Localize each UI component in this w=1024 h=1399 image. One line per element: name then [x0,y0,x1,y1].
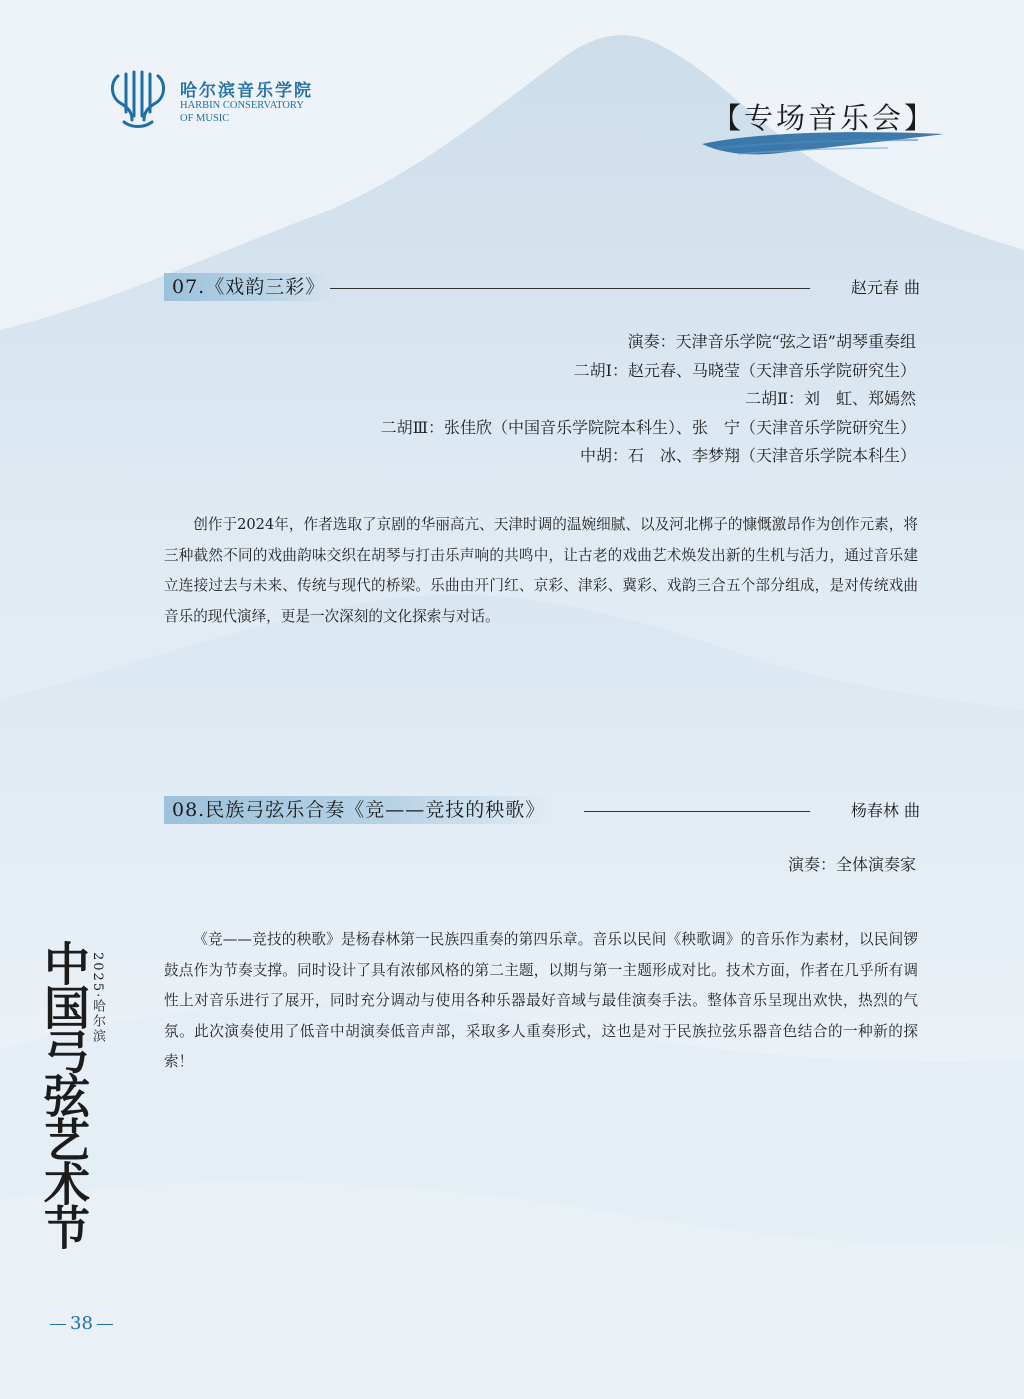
piece-title: 07.《戏韵三彩》 [164,273,333,301]
performers-list [788,851,916,880]
piece-title: 08.民族弓弦乐合奏《竞——竞技的秧歌》 [164,796,553,824]
composer: 杨春林 曲 [850,801,920,820]
page-number-text: 38 [70,1313,93,1334]
school-name-en-line1: HARBIN CONSERVATORY [180,100,304,111]
lyre-icon [108,68,168,130]
school-name-cn: 哈尔滨音乐学院 [180,81,313,101]
performer-line: 中胡：石 冰、李梦翔（天津音乐学院本科生） [579,446,916,465]
performer-line: 二胡Ⅲ：张佳欣（中国音乐学院院本科生）、张 宁（天津音乐学院研究生） [380,417,916,437]
dash-right [97,1324,113,1325]
festival-year-city: 2025·哈尔滨 [90,952,105,1045]
piece-header [164,796,920,826]
divider-line [330,288,810,289]
performer-line: 演奏：天津音乐学院“弦之语”胡琴重奏组 [627,332,916,351]
section-tag-text: 【专场音乐会】 [712,101,937,135]
performers-list [381,328,916,471]
composer: 赵元春 曲 [850,278,920,297]
performer-line: 二胡Ⅰ：赵元春、马晓莹（天津音乐学院研究生） [573,360,916,380]
dash-left [50,1324,66,1325]
page-number [46,1313,117,1334]
section-tag [712,96,962,166]
performer-line: 演奏：全体演奏家 [787,855,916,874]
school-name-en-line2: OF MUSIC [180,113,230,124]
piece-description: 《竞——竞技的秧歌》是杨春林第一民族四重奏的第四乐章。音乐以民间《秧歌调》的音乐作为素材，以民间锣鼓点作为节奏支撑。同时设计了具有浓郁风格的第二主题，以期与第一主题形成对比。技术方面，作者在几乎所有调性上对音乐进行了展开，同时充分调动与使用各种乐器最好音域与最佳演奏手法。整体音乐呈现出欢快，热烈的气氛。此次演奏使用了低音中胡演奏低音声部，采取多人重奏形式，这也是对于民族拉弦乐器音色结合的一种新的探索！ [164,931,918,1070]
piece-description: 创作于2024年，作者选取了京剧的华丽高亢、天津时调的温婉细腻、以及河北梆子的慷慨激昂作为创作元素，将三种截然不同的戏曲韵味交织在胡琴与打击乐声响的共鸣中，让古老的戏曲艺术焕发出新的生机与活力，通过音乐建立连接过去与未来、传统与现代的桥梁。乐曲由开门红、京彩、津彩、冀彩、戏韵三合五个部分组成，是对传统戏曲音乐的现代演绎，更是一次深刻的文化探索与对话。 [164,516,918,625]
piece-header [164,273,920,303]
performer-line: 二胡Ⅱ：刘 虹、郑嫣然 [745,389,916,408]
festival-title: 中国弓弦艺术节 [37,940,91,1248]
divider-line [584,811,810,812]
conservatory-logo [108,68,348,130]
